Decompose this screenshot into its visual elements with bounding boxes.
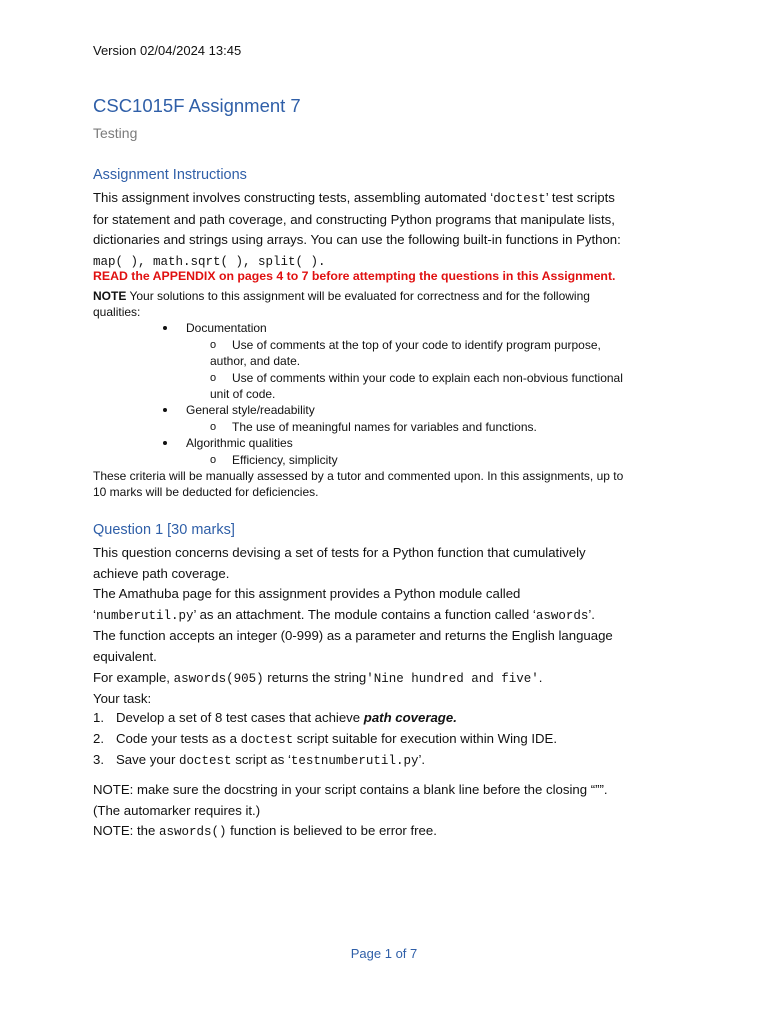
note-paragraph	[93, 288, 683, 320]
question1-notes: NOTE: make sure the docstring in your script contains a blank line before the closing “””. (The automarker requires it.) NOTE: the aswords() function is believed to be error free.	[93, 782, 608, 840]
code-aswords-call: aswords()	[158, 825, 227, 840]
task-item-3: 3. Save your doctest script as ‘testnumberutil.py’.	[93, 752, 426, 768]
criteria-item-documentation: Documentation	[163, 320, 267, 336]
code-aswords: aswords	[535, 608, 589, 623]
criteria-closing: These criteria will be manually assessed by a tutor and commented upon. In this assignments, up to 10 marks will be deducted for deficiencies.	[93, 469, 624, 500]
circle-bullet-icon: o	[210, 339, 217, 351]
criteria-subitem-efficiency: o Efficiency, simplicity	[210, 453, 338, 467]
task-item-1: 1. Develop a set of 8 test cases that achieve path coverage.	[93, 710, 457, 725]
criteria-item-algorithmic: Algorithmic qualities	[163, 435, 293, 451]
p1-text-a: This assignment involves constructing tests, assembling automated ‘	[93, 190, 494, 205]
task-item-2: 2. Code your tests as a doctest script suitable for execution within Wing IDE.	[93, 731, 558, 747]
page-number: Page 1 of 7	[350, 946, 418, 961]
appendix-warning: READ the APPENDIX on pages 4 to 7 before attempting the questions in this Assignment.	[93, 269, 616, 283]
instructions-heading: Assignment Instructions	[93, 167, 247, 183]
bullet-icon	[163, 326, 167, 330]
code-nine-hundred: 'Nine hundred and five'	[366, 671, 539, 686]
allowed-functions: map( ), math.sqrt( ), split( ).	[93, 254, 326, 269]
note-label: NOTE	[93, 289, 127, 303]
circle-bullet-icon: o	[210, 454, 217, 466]
circle-bullet-icon: o	[210, 421, 217, 433]
code-aswords-905: aswords(905)	[173, 671, 264, 686]
version-stamp: Version 02/04/2024 13:45	[93, 43, 242, 58]
criteria-subitem-top-comments: o Use of comments at the top of your code to identify program purpose, author, and date.	[210, 338, 601, 369]
document-subtitle: Testing	[93, 125, 138, 141]
note-text: Your solutions to this assignment will be evaluated for correctness and for the following	[126, 289, 590, 303]
code-numberutil: numberutil.py	[95, 608, 194, 623]
criteria-subitem-names: o The use of meaningful names for variables and functions.	[210, 420, 537, 434]
p1-line2: for statement and path coverage, and constructing Python programs that manipulate lists,	[93, 211, 615, 227]
p1-line3: dictionaries and strings using arrays. You can use the following built-in functions in Python:	[93, 232, 621, 248]
criteria-item-style: General style/readability	[163, 402, 315, 418]
circle-bullet-icon: o	[210, 372, 217, 384]
bullet-icon	[163, 408, 167, 412]
note-line2: qualities:	[93, 305, 141, 320]
criteria-subitem-inline-comments: o Use of comments within your code to explain each non-obvious functional unit of code.	[210, 371, 623, 402]
question1-body: This question concerns devising a set of tests for a Python function that cumulatively achieve path coverage. The Amathuba page for this assignment provides a Python module called ‘numberutil.py’ as an attachment. The module contains a function called ‘aswords’. The function accepts an integer (0-999) as a parameter and returns the English language equivalent. For example, aswords(905) returns the string'Nine hundred and five'. Your task:	[93, 545, 613, 707]
document-title: CSC1015F Assignment 7	[93, 95, 301, 116]
instructions-paragraph	[93, 188, 683, 272]
bullet-icon	[163, 441, 167, 445]
p1-text-b: ’ test scripts	[545, 190, 615, 205]
p1-code-doctest: doctest	[493, 192, 546, 206]
question1-heading: Question 1 [30 marks]	[93, 522, 235, 538]
